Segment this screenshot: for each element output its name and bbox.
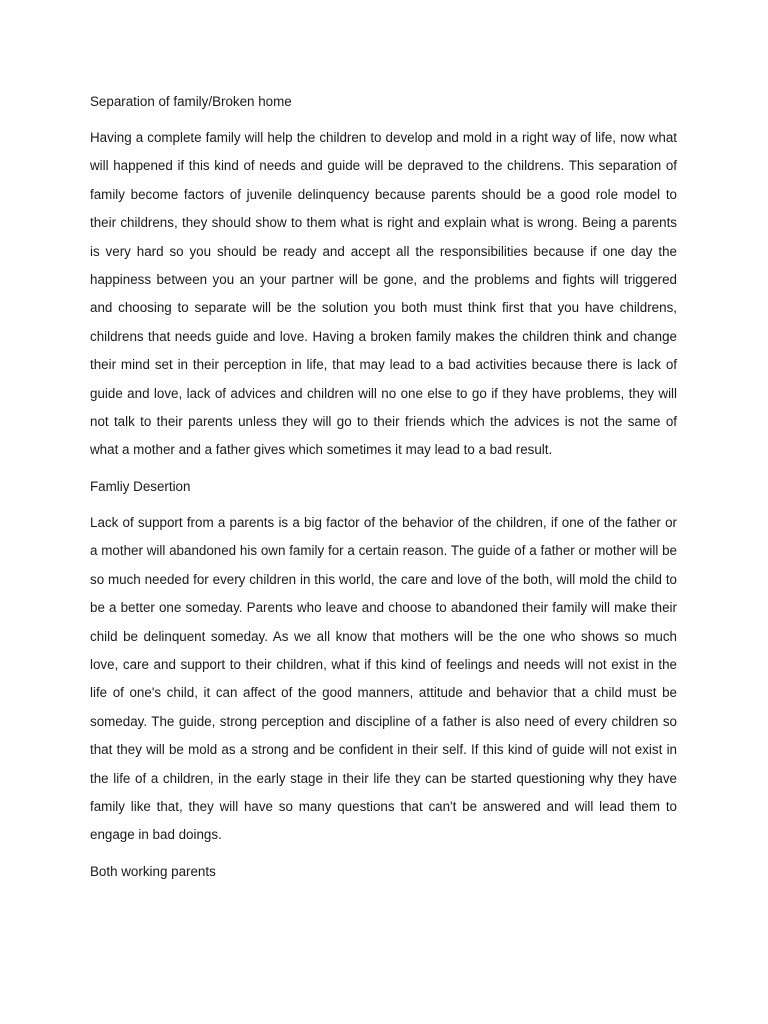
section-heading-family-desertion: Famliy Desertion — [90, 478, 191, 494]
section-paragraph-family-desertion: Lack of support from a parents is a big factor of the behavior of the children, if one of the father or a mother will abandoned his own family for a certain reason. The guide of a father or mother will be so much needed for every children in this world, the care and love of the both, will mold the child to be a better one someday. Parents who leave and choose to abandoned their family will make their child be delinquent someday. As we all know that mothers will be the one who shows so much love, care and support to their children, what if this kind of feelings and needs will not exist in the life of one's child, it can affect of the good manners, attitude and behavior that a child must be someday. The guide, strong perception and discipline of a father is also need of every children so that they will be mold as a strong and be confident in their self. If this kind of guide will not exist in the life of a children, in the early stage in their life they can be started questioning why they have family like that, they will have so many questions that can't be answered and will lead them to engage in bad doings. — [90, 514, 677, 843]
section-heading-broken-home: Separation of family/Broken home — [90, 94, 292, 109]
section-paragraph-broken-home: Having a complete family will help the children to develop and mold in a right way of life, now what will happened if this kind of needs and guide will be depraved to the childrens. This separation of family become factors of juvenile delinquency because parents should be a good role model to their childrens, they should show to them what is right and explain what is wrong. Being a parents is very hard so you should be ready and accept all the responsibilities because if one day the happiness between you an your partner will be gone, and the problems and fights will triggered and choosing to separate will be the solution you both must think first that you have childrens, childrens that needs guide and love. Having a broken family makes the children think and change their mind set in their perception in life, that may lead to a bad activities because there is lack of guide and love, lack of advices and children will no one else to go if they have problems, they will not talk to their parents unless they will go to their friends which the advices is not the same of what a mother and a father gives which sometimes it may lead to a bad result. — [90, 130, 677, 458]
document-body — [90, 92, 677, 882]
section-heading-working-parents: Both working parents — [90, 863, 216, 879]
